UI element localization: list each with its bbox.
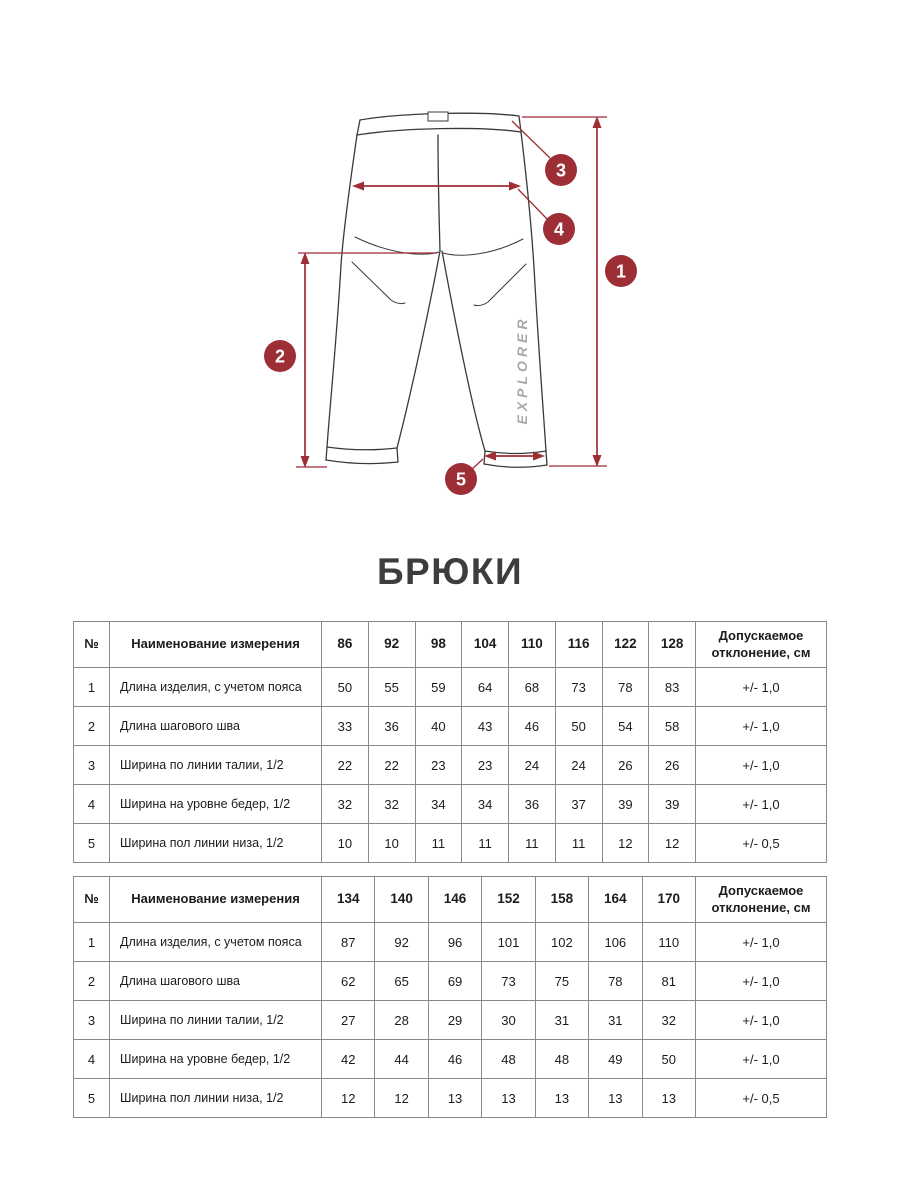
- row-tolerance: +/- 0,5: [696, 1079, 827, 1118]
- row-value: 78: [589, 962, 642, 1001]
- marker-1-label: 1: [615, 261, 627, 282]
- row-value: 26: [602, 746, 649, 785]
- col-header-size: 116: [555, 622, 602, 668]
- row-num: 4: [74, 785, 110, 824]
- col-header-size: 128: [649, 622, 696, 668]
- row-value: 33: [322, 707, 369, 746]
- row-value: 81: [642, 962, 695, 1001]
- row-num: 1: [74, 668, 110, 707]
- row-value: 24: [555, 746, 602, 785]
- row-value: 75: [535, 962, 588, 1001]
- row-value: 73: [555, 668, 602, 707]
- row-value: 24: [509, 746, 556, 785]
- row-num: 2: [74, 962, 110, 1001]
- row-value: 34: [415, 785, 462, 824]
- col-header-size: 164: [589, 877, 642, 923]
- row-value: 12: [375, 1079, 428, 1118]
- row-value: 73: [482, 962, 535, 1001]
- col-header-size: 140: [375, 877, 428, 923]
- trousers-diagram: [0, 0, 900, 525]
- row-value: 28: [375, 1001, 428, 1040]
- row-value: 50: [555, 707, 602, 746]
- row-tolerance: +/- 1,0: [696, 1040, 827, 1079]
- size-table-small-sizes: [73, 621, 827, 863]
- col-header-num: №: [74, 622, 110, 668]
- row-value: 101: [482, 923, 535, 962]
- col-header-size: 134: [322, 877, 375, 923]
- size-tables: [73, 621, 827, 1118]
- row-measurement-name: Ширина пол линии низа, 1/2: [110, 1079, 322, 1118]
- row-value: 22: [368, 746, 415, 785]
- row-measurement-name: Ширина пол линии низа, 1/2: [110, 824, 322, 863]
- row-num: 5: [74, 1079, 110, 1118]
- row-value: 54: [602, 707, 649, 746]
- row-value: 12: [602, 824, 649, 863]
- row-value: 13: [642, 1079, 695, 1118]
- row-value: 39: [649, 785, 696, 824]
- row-measurement-name: Длина шагового шва: [110, 707, 322, 746]
- marker-4: [543, 213, 575, 245]
- col-header-size: 92: [368, 622, 415, 668]
- col-header-size: 122: [602, 622, 649, 668]
- trousers-technical-drawing: [0, 0, 900, 525]
- row-value: 50: [642, 1040, 695, 1079]
- marker-5: [445, 463, 477, 495]
- col-header-size: 104: [462, 622, 509, 668]
- row-value: 13: [428, 1079, 481, 1118]
- col-header-size: 158: [535, 877, 588, 923]
- row-value: 102: [535, 923, 588, 962]
- row-measurement-name: Ширина на уровне бедер, 1/2: [110, 1040, 322, 1079]
- row-value: 36: [368, 707, 415, 746]
- table-row: [74, 746, 827, 785]
- row-value: 46: [509, 707, 556, 746]
- row-value: 23: [415, 746, 462, 785]
- row-tolerance: +/- 1,0: [696, 707, 827, 746]
- row-value: 69: [428, 962, 481, 1001]
- row-value: 37: [555, 785, 602, 824]
- row-value: 10: [322, 824, 369, 863]
- row-measurement-name: Длина изделия, с учетом пояса: [110, 668, 322, 707]
- page-title: БРЮКИ: [376, 551, 524, 592]
- row-value: 36: [509, 785, 556, 824]
- col-header-name: Наименование измерения: [110, 877, 322, 923]
- col-header-size: 110: [509, 622, 556, 668]
- row-num: 2: [74, 707, 110, 746]
- row-num: 1: [74, 923, 110, 962]
- row-value: 27: [322, 1001, 375, 1040]
- row-measurement-name: Ширина на уровне бедер, 1/2: [110, 785, 322, 824]
- row-value: 44: [375, 1040, 428, 1079]
- row-value: 96: [428, 923, 481, 962]
- row-num: 3: [74, 1001, 110, 1040]
- row-value: 87: [322, 923, 375, 962]
- col-header-name: Наименование измерения: [110, 622, 322, 668]
- row-value: 110: [642, 923, 695, 962]
- row-value: 32: [368, 785, 415, 824]
- waist-tag: [428, 112, 448, 121]
- row-tolerance: +/- 1,0: [696, 923, 827, 962]
- row-value: 39: [602, 785, 649, 824]
- row-value: 22: [322, 746, 369, 785]
- row-value: 23: [462, 746, 509, 785]
- row-value: 46: [428, 1040, 481, 1079]
- table-row: [74, 923, 827, 962]
- col-header-size: 170: [642, 877, 695, 923]
- leader-line: [518, 189, 547, 219]
- row-value: 49: [589, 1040, 642, 1079]
- row-tolerance: +/- 1,0: [696, 668, 827, 707]
- row-value: 43: [462, 707, 509, 746]
- row-value: 68: [509, 668, 556, 707]
- table-row: [74, 824, 827, 863]
- row-value: 62: [322, 962, 375, 1001]
- row-value: 64: [462, 668, 509, 707]
- marker-2-label: 2: [274, 346, 286, 367]
- row-value: 31: [535, 1001, 588, 1040]
- table-row: [74, 962, 827, 1001]
- row-value: 11: [509, 824, 556, 863]
- row-value: 83: [649, 668, 696, 707]
- col-header-num: №: [74, 877, 110, 923]
- brand-label: EXPLORER: [514, 315, 530, 425]
- row-measurement-name: Длина шагового шва: [110, 962, 322, 1001]
- row-num: 4: [74, 1040, 110, 1079]
- row-value: 50: [322, 668, 369, 707]
- row-value: 12: [649, 824, 696, 863]
- row-measurement-name: Ширина по линии талии, 1/2: [110, 746, 322, 785]
- col-header-size: 146: [428, 877, 481, 923]
- row-value: 31: [589, 1001, 642, 1040]
- row-value: 11: [415, 824, 462, 863]
- row-value: 30: [482, 1001, 535, 1040]
- col-header-size: 152: [482, 877, 535, 923]
- row-tolerance: +/- 1,0: [696, 1001, 827, 1040]
- col-header-size: 86: [322, 622, 369, 668]
- marker-1: [605, 255, 637, 287]
- measure-markers: [264, 154, 637, 495]
- col-header-size: 98: [415, 622, 462, 668]
- row-value: 13: [589, 1079, 642, 1118]
- row-value: 48: [482, 1040, 535, 1079]
- table-row: [74, 668, 827, 707]
- row-tolerance: +/- 1,0: [696, 962, 827, 1001]
- table-row: [74, 785, 827, 824]
- row-value: 92: [375, 923, 428, 962]
- table-row: [74, 1079, 827, 1118]
- row-value: 10: [368, 824, 415, 863]
- row-tolerance: +/- 1,0: [696, 785, 827, 824]
- row-value: 65: [375, 962, 428, 1001]
- row-num: 3: [74, 746, 110, 785]
- table-header-row: [74, 622, 827, 668]
- row-value: 59: [415, 668, 462, 707]
- row-value: 32: [322, 785, 369, 824]
- row-tolerance: +/- 0,5: [696, 824, 827, 863]
- marker-5-label: 5: [455, 469, 467, 490]
- row-value: 32: [642, 1001, 695, 1040]
- table-row: [74, 707, 827, 746]
- row-value: 29: [428, 1001, 481, 1040]
- row-value: 106: [589, 923, 642, 962]
- marker-3-label: 3: [555, 160, 567, 181]
- size-table-large-sizes: [73, 876, 827, 1118]
- row-value: 11: [555, 824, 602, 863]
- row-measurement-name: Длина изделия, с учетом пояса: [110, 923, 322, 962]
- table-row: [74, 1001, 827, 1040]
- row-value: 48: [535, 1040, 588, 1079]
- row-measurement-name: Ширина по линии талии, 1/2: [110, 1001, 322, 1040]
- leader-line: [512, 121, 550, 158]
- marker-2: [264, 340, 296, 372]
- row-value: 13: [535, 1079, 588, 1118]
- row-value: 42: [322, 1040, 375, 1079]
- marker-4-label: 4: [553, 219, 565, 240]
- row-value: 13: [482, 1079, 535, 1118]
- row-value: 40: [415, 707, 462, 746]
- row-value: 78: [602, 668, 649, 707]
- row-value: 26: [649, 746, 696, 785]
- row-num: 5: [74, 824, 110, 863]
- table-header-row: [74, 877, 827, 923]
- row-value: 34: [462, 785, 509, 824]
- table-row: [74, 1040, 827, 1079]
- row-tolerance: +/- 1,0: [696, 746, 827, 785]
- row-value: 11: [462, 824, 509, 863]
- col-header-tolerance: Допускаемое отклонение, см: [696, 877, 827, 923]
- row-value: 55: [368, 668, 415, 707]
- row-value: 12: [322, 1079, 375, 1118]
- row-value: 58: [649, 707, 696, 746]
- col-header-tolerance: Допускаемое отклонение, см: [696, 622, 827, 668]
- marker-3: [545, 154, 577, 186]
